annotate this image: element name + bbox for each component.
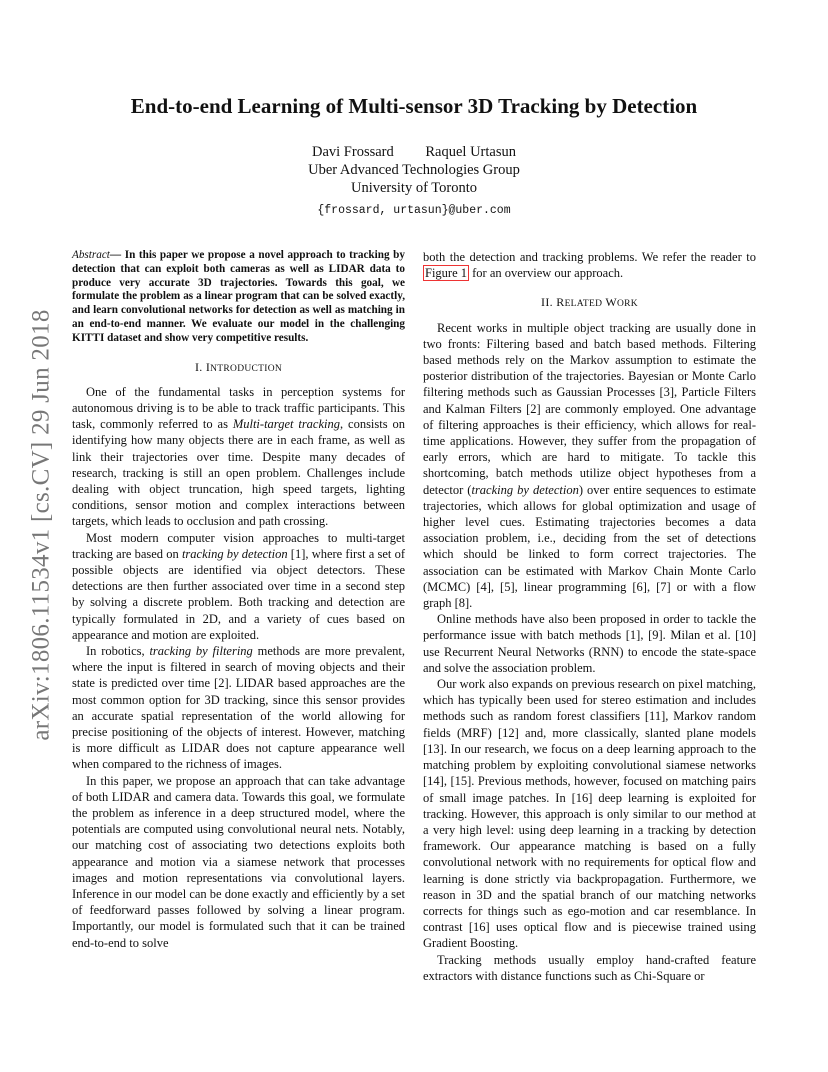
abstract-label: Abstract (72, 249, 110, 261)
left-column (72, 249, 405, 951)
paragraph-continued: both the detection and tracking problems. We refer the reader to Figure 1 for an overview our approach. (423, 250, 756, 281)
paragraph: Most modern computer vision approaches to multi-target tracking are based on tracking by detection [1], where first a set of possible objects are identified via object detectors. These detections are then further associated over time in a second step by solving a discrete problem. Both tracking and detection are typically formulated in 2D, and a variety of cues based on appearance and motion are exploited. (72, 530, 405, 642)
section-number: II. (541, 295, 557, 310)
figure-1-link[interactable]: Figure 1 (425, 266, 468, 281)
paragraph: In robotics, tracking by filtering methods are more prevalent, where the input is filtered in search of moving objects and their state is predicted over time [2]. LIDAR based approaches are the most common option for 3D tracking, since this sensor provides an accurate spatial representation of the world allowing for precise positioning of the objects of interest. However, matching is more difficult as LIDAR does not capture appearance well when compared to the richness of images. (72, 644, 405, 772)
author-email: {frossard, urtasun}@uber.com (317, 204, 511, 217)
affiliation: Uber Advanced Technologies Group (308, 162, 520, 178)
abstract-dash: — (109, 249, 122, 261)
paragraph: One of the fundamental tasks in perception systems for autonomous driving is to be able to track traffic participants. This task, commonly referred to as Multi-target tracking, consists on identifying how many objects there are in each frame, as well as link their trajectories over time. Despite many decades of research, tracking is still an open problem. Challenges include dealing with object truncation, high speed targets, lighting conditions, sensor motion and complex interactions between targets, which leads to occlusion and path crossing. (72, 384, 405, 529)
author-names (0, 143, 828, 161)
author-name: Davi Frossard (312, 144, 394, 160)
author-name: Raquel Urtasun (425, 144, 516, 160)
section-heading-initial: I (205, 359, 211, 374)
section-number: I. (194, 359, 206, 374)
section-heading-introduction (72, 359, 405, 377)
section-heading-related-work: II. RELATED WORK (541, 295, 638, 310)
arxiv-sidebar-stamp (22, 290, 62, 760)
affiliation: University of Toronto (351, 180, 477, 196)
paragraph: Online methods have also been proposed in order to tackle the performance issue with batch methods [1], [9]. Milan et al. [10] use Recurrent Neural Networks (RNN) to encode the state-space and solve the association problem. (423, 612, 756, 675)
paragraph: Our work also expands on previous research on pixel matching, which has typically been used for stereo estimation and includes methods such as random forest classifiers [11], Markov random fields (MRF) [12] and, more classically, slanted plane models [13]. In our research, we focus on a deep learning approach to the matching problem by exploiting convolutional siamese networks [14], [15]. Previous methods, however, focused on matching pairs of small image patches. In [16] deep learning is exploited for tracking. However, this approach is only similar to our method at a very high level: using deep learning in a tracking by detection framework. Our appearance matching is based on a fully convolutional network with no requirements for optical flow and learning is done strictly via backpropagation. Furthermore, we reason in 3D and the spatial branch of our matching networks corrects for things such as ego-motion and car resemblance. In contrast [16] uses optical flow and is piecewise trained using Gradient Boosting. (423, 677, 756, 951)
paragraph: In this paper, we propose an approach that can take advantage of both LIDAR and camera data. Towards this goal, we formulate the problem as inference in a deep structured model, where the potentials are computed using convolutional neural nets. Notably, our matching cost of associating two detections exploits both appearance and motion via a siamese network that processes images and motion representations via convolutional layers. Inference in our model can be done exactly and efficiently by a set of feedforward passes followed by solving a linear program. Importantly, our model is formulated such that it can be trained end-to-end to solve (72, 773, 405, 950)
author-block (0, 143, 828, 220)
paragraph: Tracking methods usually employ hand-crafted feature extractors with distance functions such as Chi-Square or (423, 952, 756, 983)
section-heading-rest: NTRODUCTION (210, 363, 283, 374)
paper-title: End-to-end Learning of Multi-sensor 3D Tracking by Detection (130, 94, 698, 118)
right-column (423, 249, 756, 984)
paragraph: Recent works in multiple object tracking are usually done in two fronts: Filtering based and batch based methods. Filtering based methods rely on the Markov assumption to estimate the posterior distribution of the trajectories. Bayesian or Monte Carlo filtering methods such as Gaussian Processes [3], Particle Filters and Kalman Filters [2] are commonly employed. One advantage of filtering approaches is their efficiency, which allows for real-time applications. However, they suffer from the propagation of early errors, which are hard to mitigate. To tackle this shortcoming, batch methods utilize object hypotheses from a detector (tracking by detection) over entire sequences to estimate trajectories, which allows for global optimization and usage of higher level cues. Estimating trajectories becomes a data association problem, i.e., deciding from the set of detections which should be linked to form correct trajectories. The association can be estimated with Markov Chain Monte Carlo (MCMC) [4], [5], linear programming [6], [7] or with a flow graph [8]. (423, 320, 756, 611)
abstract (72, 249, 405, 346)
abstract-text: In this paper we propose a novel approach to tracking by detection that can exploit both cameras as well as LIDAR data to produce very accurate 3D trajectories. Towards this goal, we formulate the problem as a linear program that can be solved exactly, and learn convolutional networks for detection as well as matching in an end-to-end manner. We evaluate our model in the challenging KITTI dataset and show very competitive results. (72, 249, 405, 344)
arxiv-id: arXiv:1806.11534v1 [cs.CV] 29 Jun 2018 (28, 309, 55, 741)
